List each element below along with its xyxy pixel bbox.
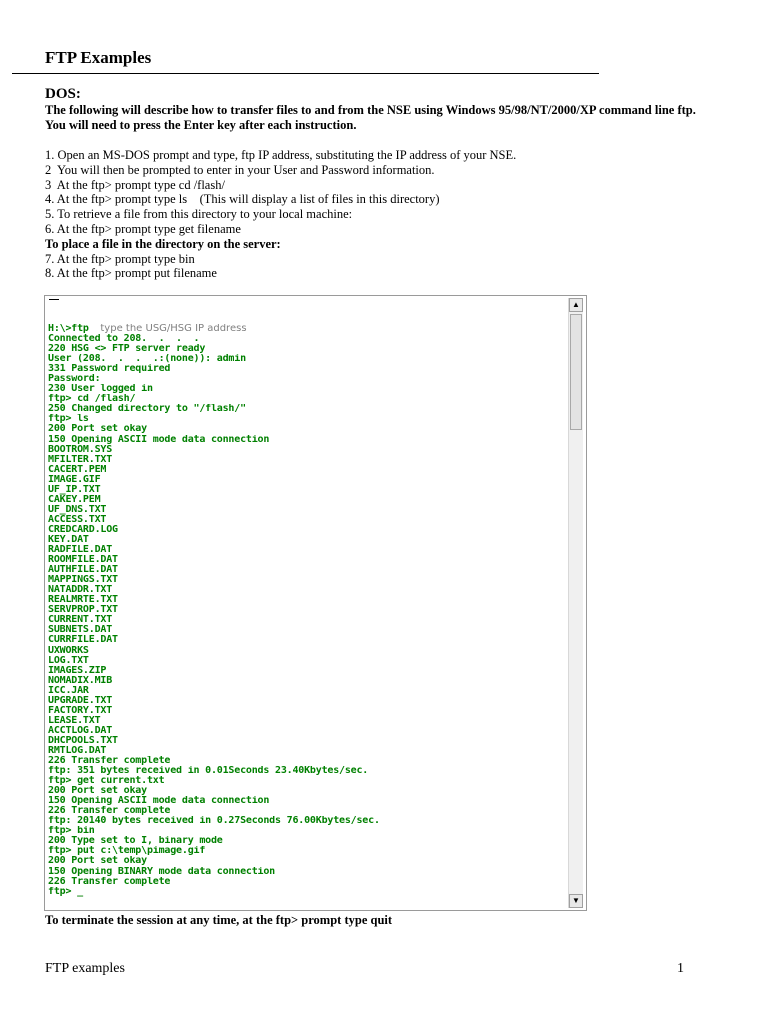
intro-paragraph bbox=[45, 103, 745, 133]
page-title: FTP Examples bbox=[45, 48, 152, 67]
console-line-text: KEY.DAT bbox=[48, 534, 89, 545]
console-line-text: 200 Type set to I, binary mode bbox=[48, 836, 223, 847]
console-line-text: MFILTER.TXT bbox=[48, 454, 113, 465]
console-line bbox=[48, 364, 568, 374]
console-line bbox=[48, 615, 568, 625]
console-line-text: 250 Changed directory to "/flash/" bbox=[48, 404, 246, 415]
console-line-text: DHCPOOLS.TXT bbox=[48, 735, 118, 746]
console-line bbox=[48, 746, 568, 756]
console-line bbox=[48, 605, 568, 615]
console-line-text: 200 Port set okay bbox=[48, 424, 147, 435]
console-line bbox=[48, 394, 568, 404]
console-line bbox=[48, 595, 568, 605]
instruction-step: 4. At the ftp> prompt type ls (This will display a list of files in this directory) bbox=[45, 192, 440, 207]
console-line bbox=[48, 706, 568, 716]
console-line bbox=[48, 867, 568, 877]
page-number: 1 bbox=[677, 961, 684, 976]
intro-line: You will need to press the Enter key after each instruction. bbox=[45, 118, 357, 132]
console-line-text: CACERT.PEM bbox=[48, 464, 107, 475]
console-line bbox=[48, 786, 568, 796]
console-line-text: UF_DNS.TXT bbox=[48, 504, 107, 515]
console-line-text: H:\>ftp bbox=[48, 324, 101, 334]
console-line-text: 220 HSG <> FTP server ready bbox=[48, 344, 206, 355]
console-line-text: LEASE.TXT bbox=[48, 715, 101, 726]
console-line-text: ftp> bin bbox=[48, 826, 95, 837]
scrollbar-thumb[interactable] bbox=[570, 314, 582, 430]
console-line bbox=[48, 374, 568, 384]
console-line bbox=[48, 585, 568, 595]
console-line bbox=[48, 384, 568, 394]
console-line-text: ftp> get current.txt bbox=[48, 776, 165, 787]
console-top-mark bbox=[49, 299, 59, 300]
console-line-text: RMTLOG.DAT bbox=[48, 745, 107, 756]
console-line-text: 200 Port set okay bbox=[48, 786, 147, 797]
console-line-text: CREDCARD.LOG bbox=[48, 524, 118, 535]
instruction-step: 1. Open an MS-DOS prompt and type, ftp IP address, substituting the IP address of your NSE. bbox=[45, 148, 517, 162]
console-line bbox=[48, 535, 568, 545]
console-line-text: ftp: 20140 bytes received in 0.27Seconds 76.00Kbytes/sec. bbox=[48, 816, 380, 827]
console-line bbox=[48, 324, 568, 334]
console-line bbox=[48, 666, 568, 676]
console-line-text: 226 Transfer complete bbox=[48, 806, 171, 817]
console-line bbox=[48, 565, 568, 575]
console-line-text: RADFILE.DAT bbox=[48, 545, 113, 556]
console-line-text: SERVPROP.TXT bbox=[48, 605, 118, 616]
console-line bbox=[48, 806, 568, 816]
console-line bbox=[48, 505, 568, 515]
footer-title: FTP examples bbox=[45, 961, 125, 976]
console-line-text: SUBNETS.DAT bbox=[48, 625, 113, 636]
console-line bbox=[48, 455, 568, 465]
console-line bbox=[48, 796, 568, 806]
console-line-text: IMAGES.ZIP bbox=[48, 665, 107, 676]
console-line bbox=[48, 625, 568, 635]
closing-note: To terminate the session at any time, at the ftp> prompt type quit bbox=[45, 913, 393, 927]
console-line-text: ACCTLOG.DAT bbox=[48, 725, 113, 736]
console-line bbox=[48, 575, 568, 585]
console-line bbox=[48, 726, 568, 736]
console-line-text: ACCESS.TXT bbox=[48, 514, 107, 525]
console-line-text: ftp> put c:\temp\pimage.gif bbox=[48, 846, 206, 857]
console-line-text: NATADDR.TXT bbox=[48, 585, 113, 596]
console-output bbox=[48, 324, 568, 897]
console-line-text: 150 Opening BINARY mode data connection bbox=[48, 866, 275, 877]
console-line-text: 150 Opening ASCII mode data connection bbox=[48, 796, 270, 807]
console-line bbox=[48, 756, 568, 766]
section-heading: DOS: bbox=[45, 86, 81, 102]
console-line bbox=[48, 445, 568, 455]
console-line-text: NOMADIX.MIB bbox=[48, 675, 113, 686]
console-line bbox=[48, 836, 568, 846]
console-line bbox=[48, 635, 568, 645]
console-line-text: 150 Opening ASCII mode data connection bbox=[48, 434, 270, 445]
console-line-text: User (208. . . .:(none)): admin bbox=[48, 354, 246, 365]
console-annotation: type the USG/HSG IP address bbox=[100, 324, 247, 334]
console-line bbox=[48, 475, 568, 485]
console-line bbox=[48, 525, 568, 535]
console-line-text: UXWORKS bbox=[48, 645, 89, 656]
console-line-text: MAPPINGS.TXT bbox=[48, 575, 118, 586]
instruction-step: 8. At the ftp> prompt put filename bbox=[45, 266, 217, 281]
console-line bbox=[48, 354, 568, 364]
instruction-step: 3 At the ftp> prompt type cd /flash/ bbox=[45, 177, 225, 192]
console-line bbox=[48, 676, 568, 686]
console-line-text: IMAGE.GIF bbox=[48, 474, 101, 485]
console-line-text: ROOMFILE.DAT bbox=[48, 555, 118, 566]
console-line-text: 331 Password required bbox=[48, 364, 171, 375]
vertical-scrollbar[interactable] bbox=[568, 298, 583, 908]
console-line bbox=[48, 495, 568, 505]
console-line-text: BOOTROM.SYS bbox=[48, 444, 113, 455]
console-line-text: 226 Transfer complete bbox=[48, 876, 171, 887]
title-divider bbox=[12, 73, 599, 74]
console-line-text: UF_IP.TXT bbox=[48, 484, 101, 495]
console-line bbox=[48, 816, 568, 826]
instruction-step: 7. At the ftp> prompt type bin bbox=[45, 251, 195, 266]
console-line bbox=[48, 515, 568, 525]
instruction-step: To place a file in the directory on the server: bbox=[45, 236, 281, 251]
console-line bbox=[48, 414, 568, 424]
console-line-text: ftp: 351 bytes received in 0.01Seconds 23.40Kbytes/sec. bbox=[48, 766, 369, 777]
console-line bbox=[48, 424, 568, 434]
console-line-text: ICC.JAR bbox=[48, 685, 89, 696]
console-line bbox=[48, 736, 568, 746]
instruction-steps bbox=[45, 148, 745, 281]
console-line-text: ftp> _ bbox=[48, 886, 83, 897]
console-screenshot bbox=[44, 295, 587, 911]
console-line bbox=[48, 344, 568, 354]
console-line-text: LOG.TXT bbox=[48, 655, 89, 666]
console-line bbox=[48, 435, 568, 445]
console-line bbox=[48, 696, 568, 706]
console-line-text: 230 User logged in bbox=[48, 384, 153, 395]
console-line bbox=[48, 646, 568, 656]
console-line bbox=[48, 555, 568, 565]
console-line bbox=[48, 404, 568, 414]
console-line bbox=[48, 766, 568, 776]
console-line bbox=[48, 776, 568, 786]
console-line bbox=[48, 877, 568, 887]
console-line-text: FACTORY.TXT bbox=[48, 705, 113, 716]
console-line-text: 226 Transfer complete bbox=[48, 756, 171, 767]
instruction-step: 2 You will then be prompted to enter in your User and Password information. bbox=[45, 162, 435, 177]
console-line bbox=[48, 716, 568, 726]
instruction-step: 6. At the ftp> prompt type get filename bbox=[45, 221, 241, 236]
console-line bbox=[48, 545, 568, 555]
console-line-text: Password: bbox=[48, 374, 101, 385]
console-line-text: REALMRTE.TXT bbox=[48, 595, 118, 606]
instruction-step: 5. To retrieve a file from this directory to your local machine: bbox=[45, 207, 353, 222]
console-line-text: CAKEY.PEM bbox=[48, 494, 101, 505]
console-line-text: 200 Port set okay bbox=[48, 856, 147, 867]
console-line-text: ftp> ls bbox=[48, 414, 89, 425]
console-line bbox=[48, 826, 568, 836]
scroll-up-arrow-icon[interactable]: ▲ bbox=[569, 298, 583, 312]
console-line bbox=[48, 465, 568, 475]
console-line-text: UPGRADE.TXT bbox=[48, 695, 113, 706]
console-line bbox=[48, 686, 568, 696]
console-line bbox=[48, 485, 568, 495]
console-line bbox=[48, 856, 568, 866]
console-line bbox=[48, 656, 568, 666]
console-line-text: ftp> cd /flash/ bbox=[48, 394, 136, 405]
intro-line: The following will describe how to transfer files to and from the NSE using Windows 95/98/NT/2000/XP command line ftp. bbox=[45, 103, 696, 117]
console-line-text: CURRENT.TXT bbox=[48, 615, 113, 626]
console-line bbox=[48, 887, 568, 897]
console-line-text: Connected to 208. . . . bbox=[48, 334, 200, 345]
console-line-text: CURRFILE.DAT bbox=[48, 635, 118, 646]
console-line-text: AUTHFILE.DAT bbox=[48, 565, 118, 576]
console-line bbox=[48, 334, 568, 344]
console-line bbox=[48, 846, 568, 856]
scroll-down-arrow-icon[interactable]: ▼ bbox=[569, 894, 583, 908]
